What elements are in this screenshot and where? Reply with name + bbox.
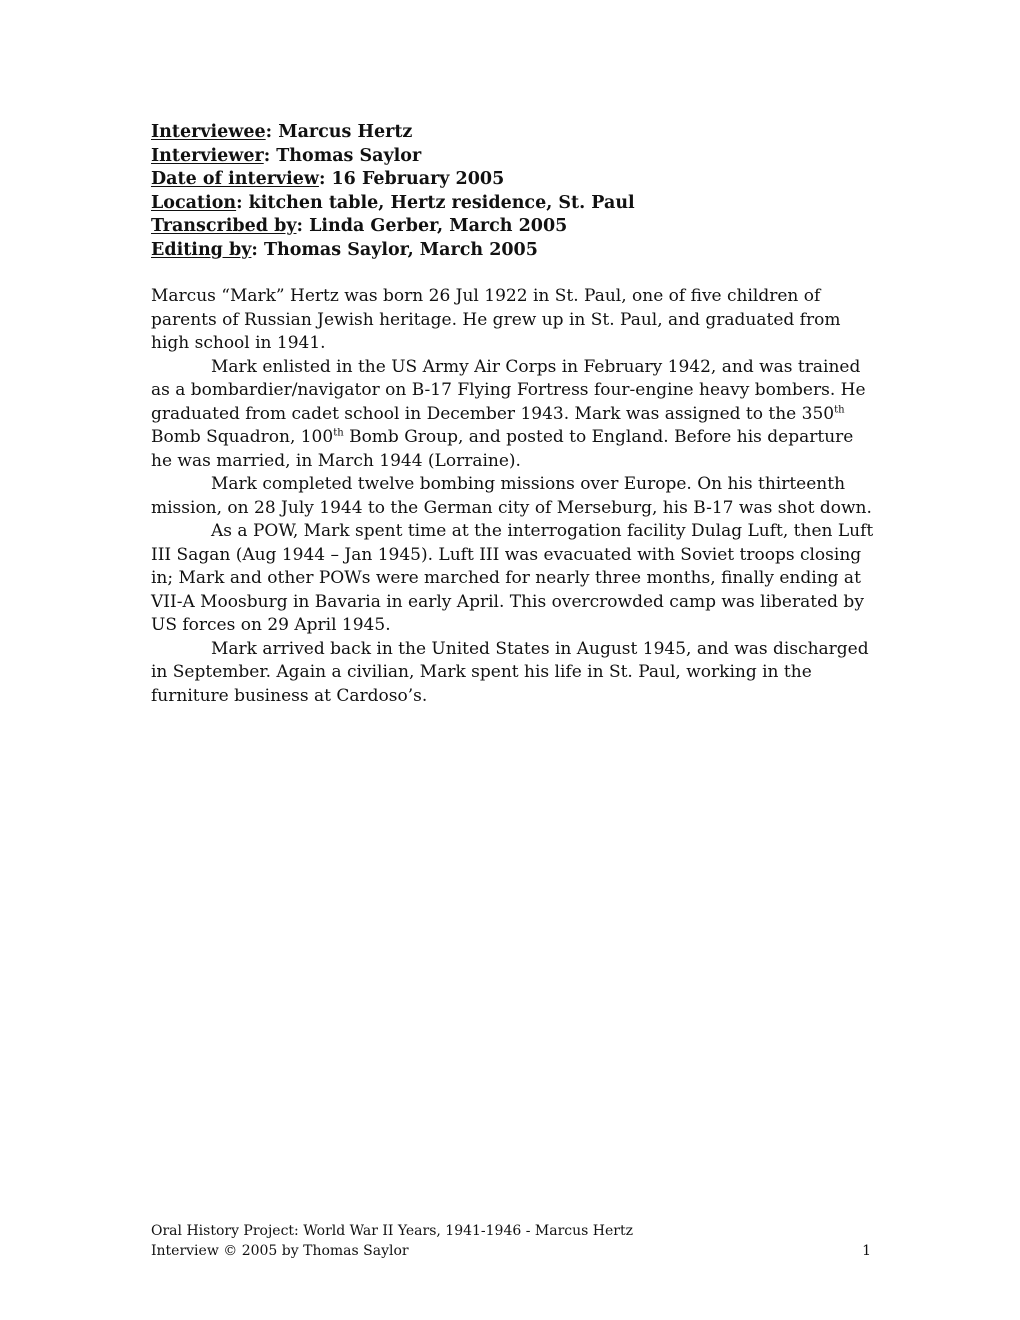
paragraph-enlistment (151, 356, 875, 474)
footer-copyright-row (151, 1241, 871, 1261)
editing-label: Editing by (151, 239, 252, 260)
page-number: 1 (862, 1243, 871, 1259)
footer-copyright: Interview © 2005 by Thomas Saylor (151, 1243, 409, 1259)
paragraph-birth: Marcus “Mark” Hertz was born 26 Jul 1922 in St. Paul, one of five children of parents of Russian Jewish heritage. He grew up in St. Paul, and graduated from high school in 1941. (151, 286, 841, 353)
interviewee-label: Interviewee (151, 122, 266, 142)
interviewer-value: : Thomas Saylor (263, 145, 422, 166)
footer-project-line: Oral History Project: World War II Years, 1941-1946 - Marcus Hertz (151, 1223, 633, 1239)
transcribed-label: Transcribed by (151, 216, 297, 236)
page-footer (151, 1221, 871, 1261)
interviewee-value: : Marcus Hertz (265, 122, 413, 142)
transcribed-row (151, 215, 911, 239)
paragraph-return: Mark arrived back in the United States in August 1945, and was discharged in September. Again a civilian, Mark spent his life in St. Paul, working in the furniture business at Cardoso’s. (151, 638, 869, 706)
editing-value: : Thomas Saylor, March 2005 (251, 239, 538, 260)
ordinal-suffix: th (333, 427, 344, 439)
enlistment-text-c: Bomb Group, and posted to England. Before his departure he was married, in March 1944 (Lorraine). (151, 427, 854, 471)
ordinal-suffix: th (834, 403, 845, 415)
location-row (151, 192, 911, 216)
location-value: : kitchen table, Hertz residence, St. Paul (236, 192, 635, 213)
transcribed-value: : Linda Gerber, March 2005 (296, 216, 568, 236)
paragraph-missions: Mark completed twelve bombing missions over Europe. On his thirteenth mission, on 28 July 1944 to the German city of Merseburg, his B-17 was shot down. (151, 474, 872, 518)
date-value: : 16 February 2005 (318, 169, 505, 189)
enlistment-text-a: Mark enlisted in the US Army Air Corps in February 1942, and was trained as a bombardier/navigator on B-17 Flying Fortress four-engine heavy bombers. He graduated from cadet school in December 1943. Mark was assigned to the 350 (151, 356, 866, 424)
biography-text (151, 285, 875, 708)
date-label: Date of interview (151, 169, 319, 189)
interviewer-label: Interviewer (151, 145, 264, 166)
location-label: Location (151, 192, 237, 213)
interviewee-row (151, 121, 911, 145)
paragraph-pow: As a POW, Mark spent time at the interrogation facility Dulag Luft, then Luft III Sagan (Aug 1944 – Jan 1945). Luft III was evacuated with Soviet troops closing in; Mark and other POWs were marched for nearly three months, finally ending at VII-A Moosburg in Bavaria in early April. This overcrowded camp was liberated by US forces on 29 April 1945. (151, 521, 874, 635)
enlistment-text-b: Bomb Squadron, 100 (151, 427, 334, 447)
editing-row (151, 239, 911, 263)
interviewer-row (151, 145, 911, 169)
interview-header (151, 121, 911, 262)
date-row (151, 168, 911, 192)
